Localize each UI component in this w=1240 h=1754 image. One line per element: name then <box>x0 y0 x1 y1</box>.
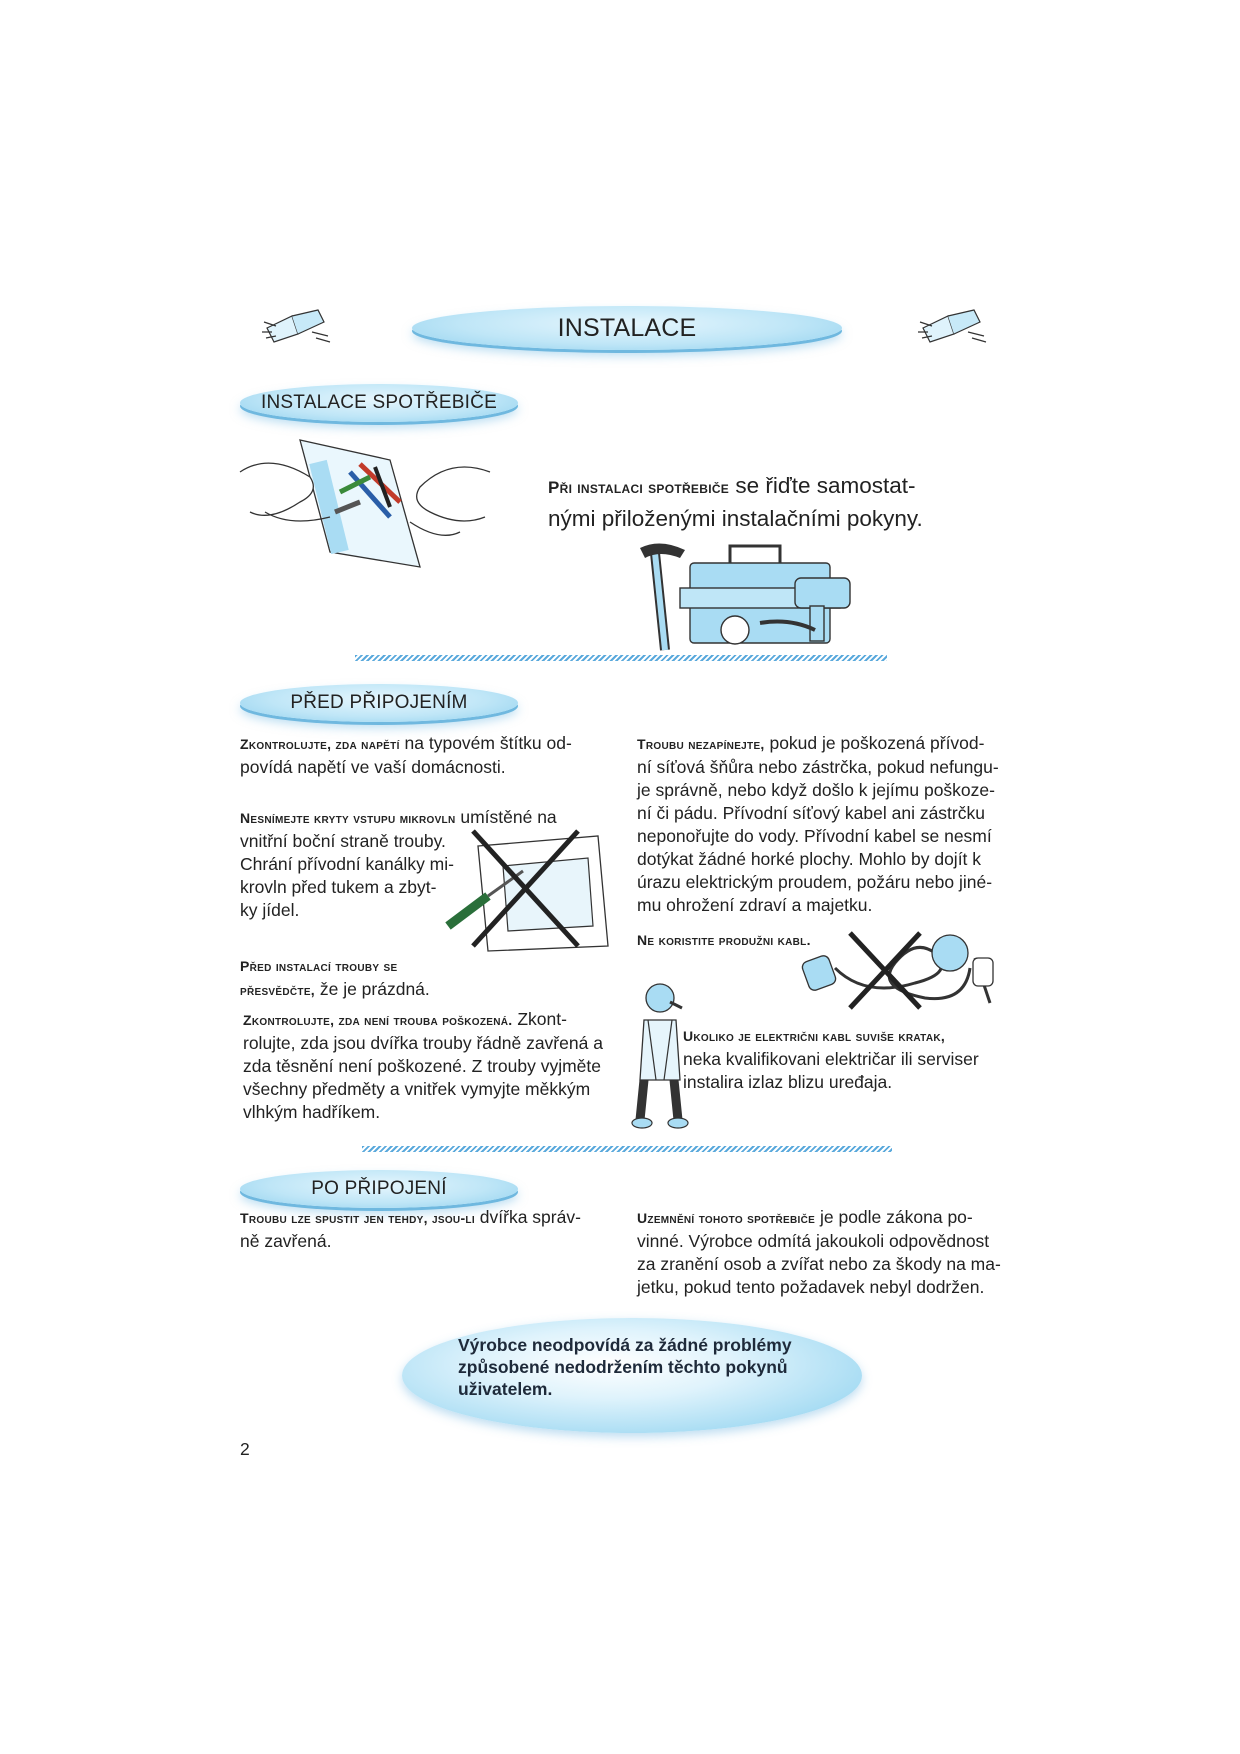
before-r1-line: ní či pádu. Přívodní síťový kabel ani zástrčku <box>637 803 985 823</box>
before-p4-line: vlhkým hadříkem. <box>243 1102 381 1122</box>
before-r1-line: úrazu elektrickým proudem, požáru nebo jiné- <box>637 872 993 892</box>
after-right-line: vinné. Výrobce odmítá jakoukoli odpovědnost <box>637 1231 990 1251</box>
install-intro-text: se řiďte samostat- <box>729 473 916 498</box>
section-heading-before <box>240 684 518 722</box>
book-icon-left <box>262 308 332 348</box>
before-p2-line: vnitřní boční straně trouby. <box>240 831 446 851</box>
after-left-lead: Troubu lze spustit jen tehdy, jsou-li <box>240 1210 475 1226</box>
book-icon-right <box>918 308 988 348</box>
before-p3-lead1: Před instalací trouby se <box>240 958 398 974</box>
disclaimer-line: uživatelem. <box>458 1379 553 1399</box>
before-p2-text: umístěné na <box>455 807 557 827</box>
before-p4-line: všechny předměty a vnitřek vymyjte měkkým <box>243 1079 591 1099</box>
before-p4-text: Zkont- <box>512 1009 567 1029</box>
section-heading-after-text: PO PŘIPOJENÍ <box>311 1178 447 1199</box>
before-p4-lead: Zkontrolujte, zda není trouba poškozená. <box>243 1012 513 1028</box>
after-right <box>637 1206 1017 1299</box>
before-p2-line: krovln před tukem a zbyt- <box>240 877 437 897</box>
install-intro-lead: Při instalaci spotřebiče <box>548 478 730 497</box>
before-r1-line: dotýkat žádné horké plochy. Mohlo by dojít k <box>637 849 982 869</box>
disclaimer-line: způsobené nedodržením těchto pokynů <box>458 1357 788 1377</box>
install-intro-text2: nými přiloženými instalačními pokyny. <box>548 506 923 531</box>
before-p3-text: že je prázdná. <box>314 979 430 999</box>
divider-2 <box>362 1146 892 1152</box>
disclaimer-line: Výrobce neodpovídá za žádné problémy <box>458 1335 792 1355</box>
before-r1-line: neponořujte do vody. Přívodní kabel se nesmí <box>637 826 992 846</box>
before-r2-lead: Ne koristite produžni kabl. <box>637 932 811 948</box>
before-p4-line: zda těsnění není poškozené. Z trouby vyjměte <box>243 1056 601 1076</box>
before-r3-line: instalira izlaz blizu uređaja. <box>683 1072 893 1092</box>
after-right-line: jetku, pokud tento požadavek nebyl dodržen. <box>637 1277 985 1297</box>
before-p1-text: na typovém štítku od- <box>399 733 572 753</box>
before-p1-lead: Zkontrolujte, zda napětí <box>240 736 400 752</box>
page-title-text: INSTALACE <box>557 313 697 342</box>
before-r1-line: je správně, nebo když došlo k jejímu poškoze- <box>637 780 995 800</box>
page-title <box>412 306 842 350</box>
after-right-text: je podle zákona po- <box>815 1207 973 1227</box>
section-heading-install-text: INSTALACE SPOTŘEBIČE <box>261 392 497 413</box>
extension-cord-prohibited-illustration <box>795 928 1005 1018</box>
after-left-text2: ně zavřená. <box>240 1231 332 1251</box>
before-p3-lead2: přesvědčte, <box>240 982 315 998</box>
divider-1 <box>355 655 887 661</box>
section-heading-before-text: PŘED PŘIPOJENÍM <box>290 692 468 713</box>
after-left <box>240 1206 610 1253</box>
before-p4 <box>243 1008 623 1124</box>
before-r3 <box>683 1024 1023 1094</box>
page-number: 2 <box>240 1439 250 1459</box>
before-p2-line: ky jídel. <box>240 900 300 920</box>
before-p2-lead: Nesnímejte kryty vstupu mikrovln <box>240 810 456 826</box>
toolbox-illustration <box>640 538 870 653</box>
disclaimer-text <box>458 1334 838 1400</box>
microwave-cover-prohibited-illustration <box>448 826 614 956</box>
section-heading-install <box>240 384 518 422</box>
after-left-text: dvířka správ- <box>474 1207 581 1227</box>
install-intro <box>548 470 988 534</box>
after-right-lead: Uzemnění tohoto spotřebiče <box>637 1210 816 1226</box>
before-r1-line: ní síťová šňůra nebo zástrčka, pokud nefungu- <box>637 757 999 777</box>
before-r1-lead: Troubu nezapínejte, <box>637 736 765 752</box>
before-r3-line: neka kvalifikovani električar ili serviser <box>683 1049 979 1069</box>
instruction-manual-illustration <box>240 432 490 572</box>
before-p3 <box>240 954 500 1002</box>
before-r3-lead: Ukoliko je električni kabl suviše kratak, <box>683 1028 946 1044</box>
technician-character-illustration <box>630 980 688 1130</box>
before-p1-text2: povídá napětí ve vaší domácnosti. <box>240 757 506 777</box>
before-p1 <box>240 732 610 779</box>
before-r1-line: mu ohrožení zdraví a majetku. <box>637 895 873 915</box>
before-p2-line: Chrání přívodní kanálky mi- <box>240 854 454 874</box>
after-right-line: za zranění osob a zvířat nebo za škody na ma- <box>637 1254 1001 1274</box>
before-p4-line: rolujte, zda jsou dvířka trouby řádně zavřená a <box>243 1033 603 1053</box>
before-r1 <box>637 732 1007 917</box>
before-r1-text: pokud je poškozená přívod- <box>764 733 985 753</box>
section-heading-after <box>240 1170 518 1208</box>
